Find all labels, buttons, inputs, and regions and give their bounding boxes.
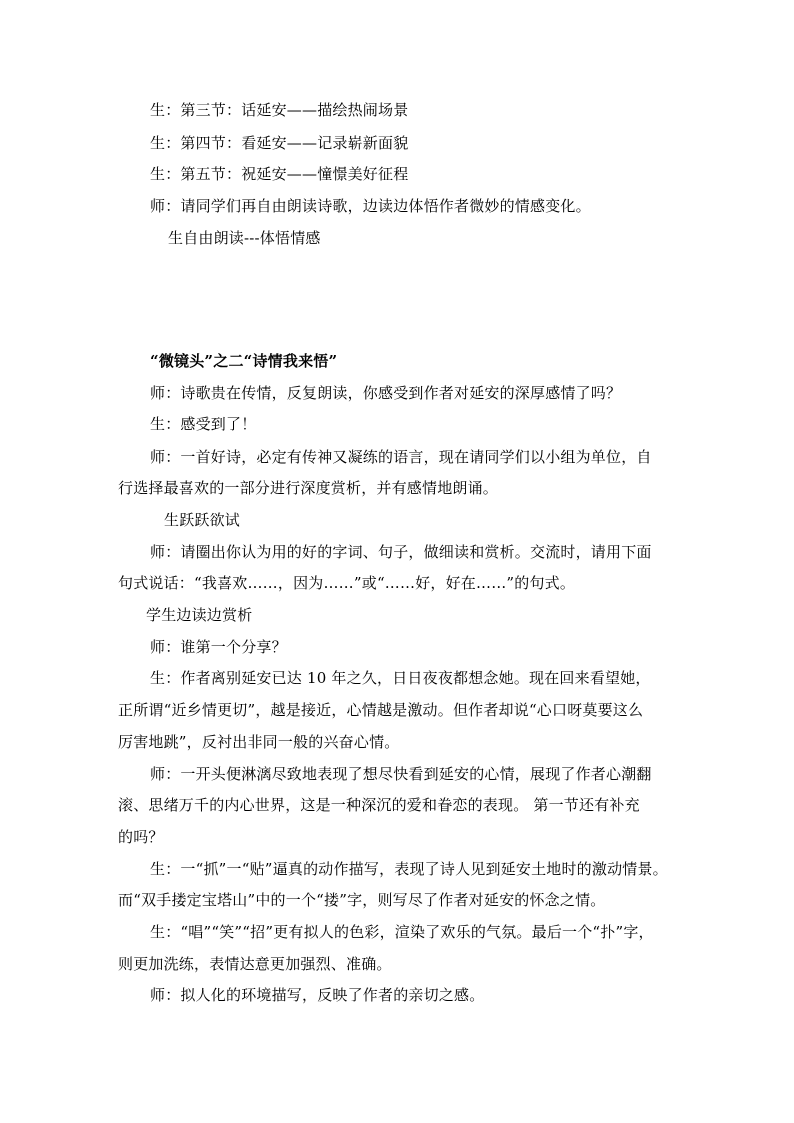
- text-line: 生自由朗读---体悟情感: [168, 229, 321, 247]
- text-line: 师：一开头便淋漓尽致地表现了想尽快看到延安的心情，展现了作者心潮翻: [150, 765, 652, 783]
- text-line: 的吗？: [118, 828, 164, 846]
- text-line: 师：请圈出你认为用的好的字词、句子，做细读和赏析。交流时，请用下面: [150, 543, 652, 561]
- text-line: 学生边读边赏析: [146, 606, 253, 624]
- text-line: 生：感受到了！: [150, 415, 257, 433]
- text-line: 生：第三节：话延安——描绘热闹场景: [150, 101, 409, 119]
- text-line: 生：一“抓”一“贴”逼真的动作描写，表现了诗人见到延安土地时的激动情景。: [150, 860, 668, 878]
- text-line: 正所谓“近乡情更切”，越是接近，心情越是激动。但作者却说“心口呀莫要这么: [118, 701, 644, 719]
- text-line: 行选择最喜欢的一部分进行深度赏析，并有感情地朗诵。: [118, 479, 499, 497]
- text-line: 生：第五节：祝延安——憧憬美好征程: [150, 165, 409, 183]
- text-line: 句式说话：“我喜欢……，因为……”或“……好，好在……”的句式。: [118, 574, 576, 592]
- text-line: 则更加洗练，表情达意更加强烈、准确。: [118, 955, 392, 973]
- text-line: 师：谁第一个分享？: [150, 638, 287, 656]
- text-line: 师：一首好诗，必定有传神又凝练的语言，现在请同学们以小组为单位，自: [150, 448, 652, 466]
- text-line: 而“双手搂定宝塔山”中的一个“搂”字，则写尽了作者对延安的怀念之情。: [118, 891, 606, 909]
- text-line: 生：作者离别延安已达 10 年之久，日日夜夜都想念她。现在回来看望她，: [150, 669, 651, 687]
- text-line: 师：诗歌贵在传情，反复朗读，你感受到作者对延安的深厚感情了吗？: [150, 384, 622, 402]
- text-line: 厉害地跳”，反衬出非同一般的兴奋心情。: [118, 733, 400, 751]
- text-line: 师：请同学们再自由朗读诗歌，边读边体悟作者微妙的情感变化。: [150, 197, 591, 215]
- section-heading: “微镜头”之二“诗情我来悟”: [150, 352, 338, 370]
- text-line: 滚、思绪万千的内心世界，这是一种深沉的爱和眷恋的表现。 第一节还有补充: [118, 796, 640, 814]
- text-line: 生：第四节：看延安——记录崭新面貌: [150, 134, 409, 152]
- text-line: 师：拟人化的环境描写，反映了作者的亲切之感。: [150, 986, 485, 1004]
- text-line: 生跃跃欲试: [164, 511, 241, 529]
- text-line: 生：“唱”“笑”“招”更有拟人的色彩，渲染了欢乐的气氛。最后一个“扑”字，: [150, 923, 654, 941]
